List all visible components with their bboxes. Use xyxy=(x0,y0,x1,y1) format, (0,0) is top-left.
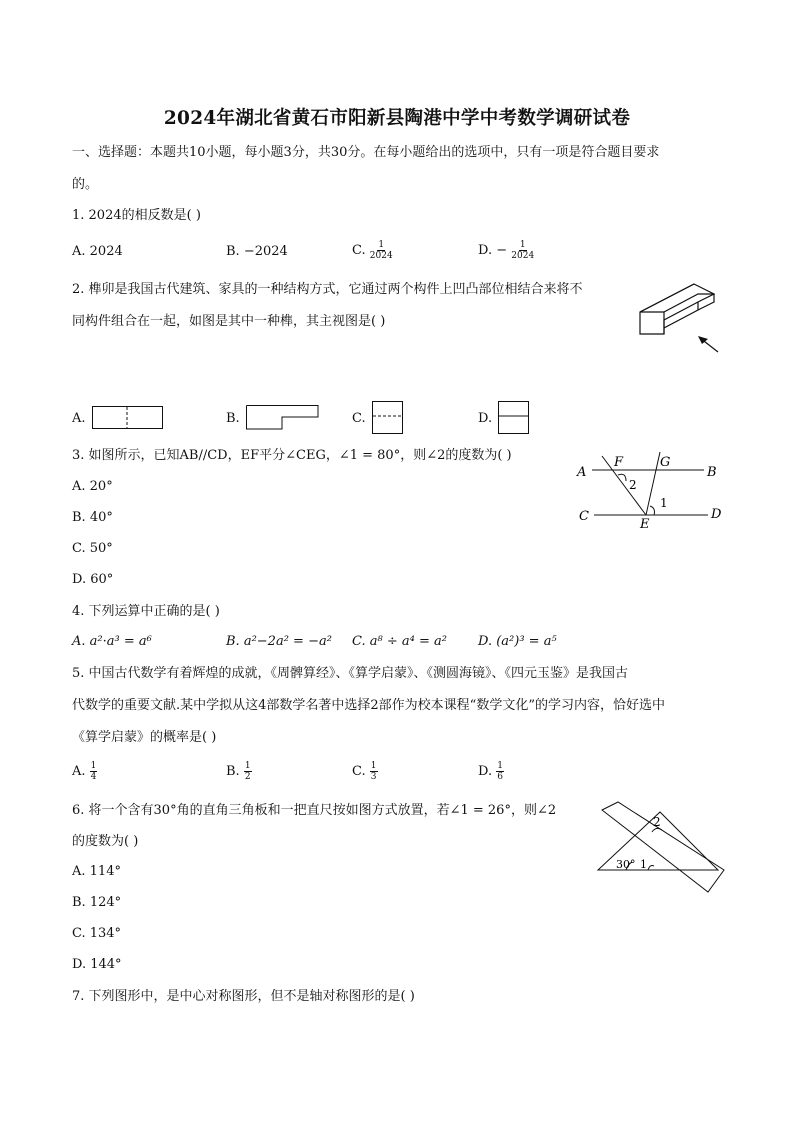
q2-option-a-figure xyxy=(92,406,164,430)
label-a: A xyxy=(577,465,587,480)
q6-option-c: C. 134° xyxy=(72,926,122,941)
q5-stem-line3: 《算学启蒙》的概率是( ) xyxy=(72,730,217,745)
label-f: F xyxy=(614,455,624,470)
q5-a-denominator: 4 xyxy=(90,772,97,782)
page-title: 2024年湖北省黄石市阳新县陶港中学中考数学调研试卷 xyxy=(163,108,631,129)
q5-d-denominator: 6 xyxy=(497,772,503,782)
q6-stem-line1: 6. 将一个含有30°角的直角三角板和一把直尺按如图方式放置，若∠1 = 26°，则∠2 xyxy=(72,803,557,818)
q5-d-numerator: 1 xyxy=(497,761,503,771)
q1-d-numerator: 1 xyxy=(519,240,526,250)
triangle-ruler-figure xyxy=(590,800,730,900)
q1-option-d-label: D. − xyxy=(478,243,508,258)
q1-option-d xyxy=(478,240,534,261)
label-d: D xyxy=(711,507,722,522)
q1-stem: 1. 2024的相反数是( ) xyxy=(72,208,201,223)
q5-option-b xyxy=(226,761,252,782)
q6-option-a: A. 114° xyxy=(72,864,121,879)
angle-1-label: 1 xyxy=(640,858,647,871)
q7-stem: 7. 下列图形中，是中心对称图形，但不是轴对称图形的是( ) xyxy=(72,989,415,1004)
q4-stem: 4. 下列运算中正确的是( ) xyxy=(72,604,220,619)
q1-option-b: B. −2024 xyxy=(226,244,288,259)
q2-option-b-figure xyxy=(246,405,320,431)
q3-option-d: D. 60° xyxy=(72,572,114,587)
q1-option-a: A. 2024 xyxy=(72,244,123,259)
label-g: G xyxy=(660,455,671,470)
q6-stem-line2: 的度数为( ) xyxy=(72,834,139,849)
q4-option-c: C. a⁸ ÷ a⁴ = a² xyxy=(352,634,447,649)
q5-c-numerator: 1 xyxy=(370,761,377,771)
mortise-tenon-figure xyxy=(636,282,726,357)
angle-2-label: 2 xyxy=(629,478,637,492)
q2-option-a: A. xyxy=(72,411,86,426)
q5-option-a-label: A. xyxy=(72,764,86,779)
q2-stem-line2: 同构件组合在一起，如图是其中一种榫，其主视图是( ) xyxy=(72,314,386,329)
q1-d-denominator: 2024 xyxy=(511,251,535,261)
label-c: C xyxy=(579,509,589,524)
q4-option-d: D. (a²)³ = a⁵ xyxy=(478,634,557,649)
q5-option-b-label: B. xyxy=(226,764,240,779)
angle-30-label: 30° xyxy=(616,858,636,871)
parallel-lines-figure xyxy=(574,448,724,530)
q3-option-b: B. 40° xyxy=(72,510,113,525)
q4-option-b: B. a²−2a² = −a² xyxy=(226,634,332,649)
label-b: B xyxy=(707,465,717,480)
q1-option-c xyxy=(352,240,393,261)
q5-stem-line2: 代数学的重要文献.某中学拟从这4部数学名著中选择2部作为校本课程“数学文化”的学习内容，恰好选中 xyxy=(72,698,665,713)
q5-option-c-label: C. xyxy=(352,764,366,779)
label-e: E xyxy=(640,517,650,532)
angle-2-label: 2 xyxy=(653,815,661,829)
q3-option-a: A. 20° xyxy=(72,479,113,494)
q1-c-denominator: 2024 xyxy=(369,251,393,261)
section-heading-cont: 的。 xyxy=(72,177,99,192)
q5-b-numerator: 1 xyxy=(244,761,251,771)
q5-option-d xyxy=(478,761,504,782)
q2-option-d: D. xyxy=(478,411,493,426)
section-heading: 一、选择题：本题共10小题，每小题3分，共30分。在每小题给出的选项中，只有一项是符合题目要求 xyxy=(72,145,660,160)
q1-option-c-label: C. xyxy=(352,243,366,258)
q5-option-c xyxy=(352,761,378,782)
q5-a-numerator: 1 xyxy=(90,761,97,771)
q2-option-c-figure xyxy=(372,401,404,435)
q4-option-a: A. a²·a³ = a⁶ xyxy=(72,634,152,649)
q3-option-c: C. 50° xyxy=(72,541,113,556)
q2-option-b: B. xyxy=(226,411,240,426)
angle-1-label: 1 xyxy=(660,496,668,510)
q2-stem-line1: 2. 榫卯是我国古代建筑、家具的一种结构方式，它通过两个构件上凹凸部位相结合来将不 xyxy=(72,282,583,297)
q6-option-b: B. 124° xyxy=(72,895,122,910)
q5-option-a xyxy=(72,761,97,782)
q3-stem: 3. 如图所示，已知AB//CD，EF平分∠CEG，∠1 = 80°，则∠2的度数为( ) xyxy=(72,448,512,463)
q1-c-numerator: 1 xyxy=(378,240,385,250)
q5-c-denominator: 3 xyxy=(370,772,377,782)
q5-option-d-label: D. xyxy=(478,764,493,779)
q5-stem-line1: 5. 中国古代数学有着辉煌的成就，《周髀算经》、《算学启蒙》、《测圆海镜》、《四元玉鉴》是我国古 xyxy=(72,666,629,681)
q2-option-c: C. xyxy=(352,411,366,426)
q2-option-d-figure xyxy=(498,401,530,435)
q5-b-denominator: 2 xyxy=(244,772,251,782)
q6-option-d: D. 144° xyxy=(72,957,122,972)
